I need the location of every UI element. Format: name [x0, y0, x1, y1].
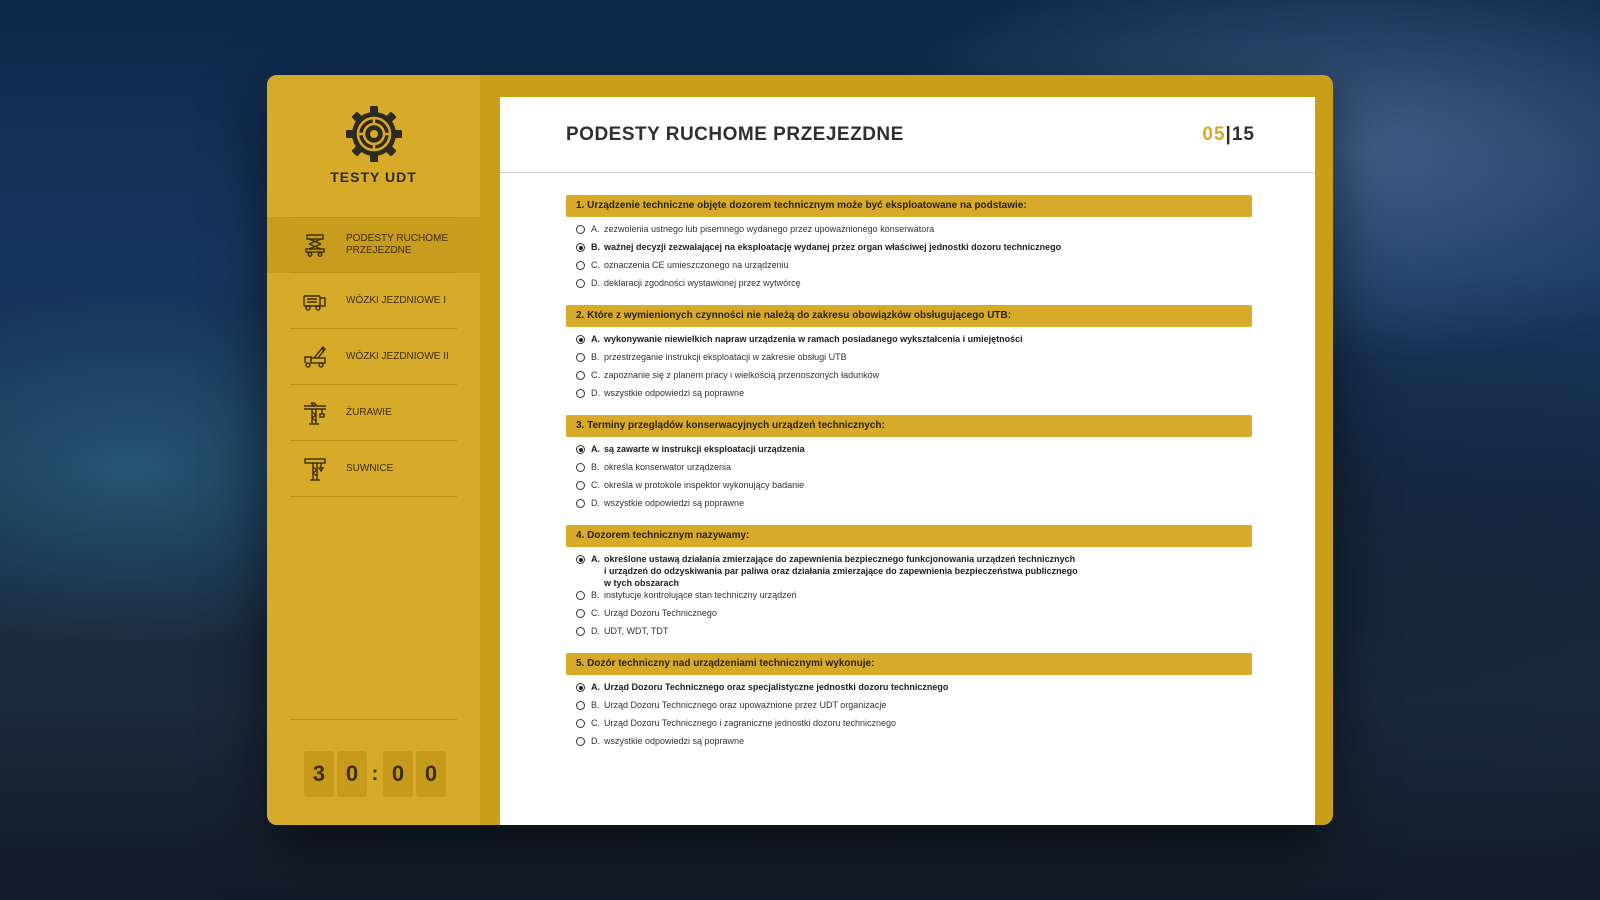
question-label: 3. Terminy przeglądów konserwacyjnych urządzeń technicznych:: [566, 415, 1252, 437]
gear-logo-icon: [345, 105, 403, 163]
answer-text: wszystkie odpowiedzi są poprawne: [604, 736, 745, 746]
answer-text: instytucje kontrolujące stan techniczny urządzeń: [604, 590, 797, 600]
answer-text: określa konserwator urządzenia: [604, 462, 732, 472]
sidebar-nav: [267, 217, 480, 497]
answer-letter: B.: [591, 590, 600, 600]
answer-option[interactable]: [576, 607, 1252, 625]
answer-text: zezwolenia ustnego lub pisemnego wydanego przez upoważnionego konserwatora: [604, 224, 935, 234]
answer-letter: A.: [591, 334, 600, 344]
answer-letter: C.: [591, 370, 600, 380]
answer-text: Urząd Dozoru Technicznego: [604, 608, 717, 618]
answer-letter: A.: [591, 682, 600, 692]
answer-list: [566, 217, 1252, 295]
radio-icon[interactable]: [576, 609, 585, 618]
answer-option[interactable]: [576, 625, 1252, 643]
radio-icon[interactable]: [576, 261, 585, 270]
radio-selected-icon[interactable]: [576, 335, 585, 344]
question-block: [566, 305, 1252, 405]
answer-text: oznaczenia CE umieszczonego na urządzeniu: [604, 260, 789, 270]
answer-option[interactable]: [576, 387, 1252, 405]
answer-letter: A.: [591, 224, 600, 234]
page-title: PODESTY RUCHOME PRZEJEZDNE: [566, 124, 904, 145]
answer-text: Urząd Dozoru Technicznego i zagraniczne jednostki dozoru technicznego: [604, 718, 897, 728]
forklift-icon: [302, 288, 328, 314]
answer-option[interactable]: [576, 589, 1252, 607]
gantry-crane-icon: [302, 456, 328, 482]
counter-separator: |: [1225, 124, 1232, 145]
radio-selected-icon[interactable]: [576, 555, 585, 564]
answer-option[interactable]: [576, 369, 1252, 387]
answer-option[interactable]: [576, 333, 1252, 351]
counter-current: 05: [1202, 124, 1226, 145]
radio-icon[interactable]: [576, 463, 585, 472]
answer-letter: C.: [591, 608, 600, 618]
answer-list: [566, 675, 1252, 753]
answer-letter: A.: [591, 444, 600, 454]
radio-icon[interactable]: [576, 279, 585, 288]
question-block: [566, 653, 1252, 753]
answer-text: Urząd Dozoru Technicznego oraz upoważnione przez UDT organizacje: [604, 700, 887, 710]
answer-text: przestrzeganie instrukcji eksploatacji w zakresie obsługi UTB: [604, 352, 847, 362]
answer-list: [566, 547, 1252, 643]
answer-text: wykonywanie niewielkich napraw urządzenia w ramach posiadanego wykształcenia i umiejętności: [604, 334, 1023, 344]
answer-option[interactable]: [576, 735, 1252, 753]
answer-letter: B.: [591, 700, 600, 710]
radio-icon[interactable]: [576, 389, 585, 398]
app-title: TESTY UDT: [330, 169, 417, 185]
answer-option[interactable]: [576, 699, 1252, 717]
answer-option[interactable]: [576, 461, 1252, 479]
answer-option[interactable]: [576, 479, 1252, 497]
sidebar-item-suwnice[interactable]: [267, 441, 480, 497]
radio-selected-icon[interactable]: [576, 445, 585, 454]
sidebar-item-label: WÓZKI JEZDNIOWE II: [346, 351, 449, 362]
sidebar-item-wozki-2[interactable]: [267, 329, 480, 385]
timer-digit: 0: [383, 751, 413, 797]
radio-icon[interactable]: [576, 627, 585, 636]
sidebar-item-label: PODESTY RUCHOME PRZEJEZDNE: [346, 233, 449, 256]
answer-text: Urząd Dozoru Technicznego oraz specjalistyczne jednostki dozoru technicznego: [604, 682, 949, 692]
crane-truck-icon: [302, 344, 328, 370]
answer-list: [566, 327, 1252, 405]
answer-letter: C.: [591, 260, 600, 270]
answer-letter: B.: [591, 352, 600, 362]
answer-letter: B.: [591, 242, 600, 252]
counter-total: 15: [1231, 124, 1255, 145]
radio-icon[interactable]: [576, 353, 585, 362]
question-list: [566, 195, 1252, 763]
answer-option[interactable]: [576, 259, 1252, 277]
answer-letter: C.: [591, 718, 600, 728]
radio-icon[interactable]: [576, 591, 585, 600]
radio-icon[interactable]: [576, 225, 585, 234]
timer-digit: 3: [304, 751, 334, 797]
answer-text: określa w protokole inspektor wykonujący badanie: [604, 480, 805, 490]
timer-digit: 0: [416, 751, 446, 797]
question-label: 5. Dozór techniczny nad urządzeniami technicznymi wykonuje:: [566, 653, 1252, 675]
quiz-panel: [500, 97, 1315, 825]
quiz-header: [500, 97, 1315, 173]
answer-option[interactable]: [576, 241, 1252, 259]
sidebar-item-label: SUWNICE: [346, 463, 394, 474]
answer-text: ważnej decyzji zezwalającej na eksploatację wydanej przez organ właściwej jednostki dozoru technicznego: [604, 242, 1062, 252]
answer-option[interactable]: [576, 553, 1252, 589]
sidebar-item-zurawie[interactable]: [267, 385, 480, 441]
answer-text: zapoznanie się z planem pracy i wielkością przenoszonych ładunków: [604, 370, 880, 380]
countdown-timer: [304, 751, 449, 797]
answer-letter: A.: [591, 554, 600, 564]
answer-option[interactable]: [576, 351, 1252, 369]
timer-divider: [290, 719, 457, 720]
radio-icon[interactable]: [576, 701, 585, 710]
radio-icon[interactable]: [576, 499, 585, 508]
sidebar-item-wozki-1[interactable]: [267, 273, 480, 329]
question-label: 1. Urządzenie techniczne objęte dozorem technicznym może być eksploatowane na podstawie:: [566, 195, 1252, 217]
question-block: [566, 525, 1252, 643]
answer-letter: C.: [591, 480, 600, 490]
scissor-lift-icon: [302, 232, 328, 258]
tower-crane-icon: [302, 400, 328, 426]
answer-text: deklaracji zgodności wystawionej przez wytwórcę: [604, 278, 801, 288]
timer-colon: :: [371, 762, 379, 785]
radio-selected-icon[interactable]: [576, 683, 585, 692]
radio-icon[interactable]: [576, 719, 585, 728]
sidebar-item-podesty[interactable]: [267, 217, 480, 273]
logo: [267, 105, 480, 185]
answer-option[interactable]: [576, 277, 1252, 295]
timer-digit: 0: [337, 751, 367, 797]
radio-icon[interactable]: [576, 481, 585, 490]
question-block: [566, 415, 1252, 515]
question-block: [566, 195, 1252, 295]
radio-selected-icon[interactable]: [576, 243, 585, 252]
answer-letter: B.: [591, 462, 600, 472]
answer-letter: D.: [591, 498, 600, 508]
radio-icon[interactable]: [576, 371, 585, 380]
answer-option[interactable]: [576, 443, 1252, 461]
radio-icon[interactable]: [576, 737, 585, 746]
answer-letter: D.: [591, 736, 600, 746]
answer-text: UDT, WDT, TDT: [604, 626, 669, 636]
answer-letter: D.: [591, 626, 600, 636]
answer-list: [566, 437, 1252, 515]
question-label: 2. Które z wymienionych czynności nie należą do zakresu obowiązków obsługującego UTB:: [566, 305, 1252, 327]
answer-text: wszystkie odpowiedzi są poprawne: [604, 388, 745, 398]
question-counter: [1202, 124, 1255, 146]
answer-text: są zawarte w instrukcji eksploatacji urządzenia: [604, 444, 805, 454]
app-window: [267, 75, 1333, 825]
answer-text: określone ustawą działania zmierzające do zapewnienia bezpiecznego funkcjonowania urządzeń technicznych i urządzeń do odzyskiwania par paliwa oraz działania zmierzające do zapewnienia bezpieczeństwa publicznego w tych obszarach: [604, 554, 1078, 588]
answer-letter: D.: [591, 388, 600, 398]
sidebar-item-label: ŻURAWIE: [346, 407, 392, 418]
sidebar: [267, 75, 480, 825]
answer-letter: D.: [591, 278, 600, 288]
answer-option[interactable]: [576, 681, 1252, 699]
answer-option[interactable]: [576, 717, 1252, 735]
question-label: 4. Dozorem technicznym nazywamy:: [566, 525, 1252, 547]
answer-option[interactable]: [576, 497, 1252, 515]
answer-text: wszystkie odpowiedzi są poprawne: [604, 498, 745, 508]
sidebar-item-label: WÓZKI JEZDNIOWE I: [346, 295, 446, 306]
answer-option[interactable]: [576, 223, 1252, 241]
